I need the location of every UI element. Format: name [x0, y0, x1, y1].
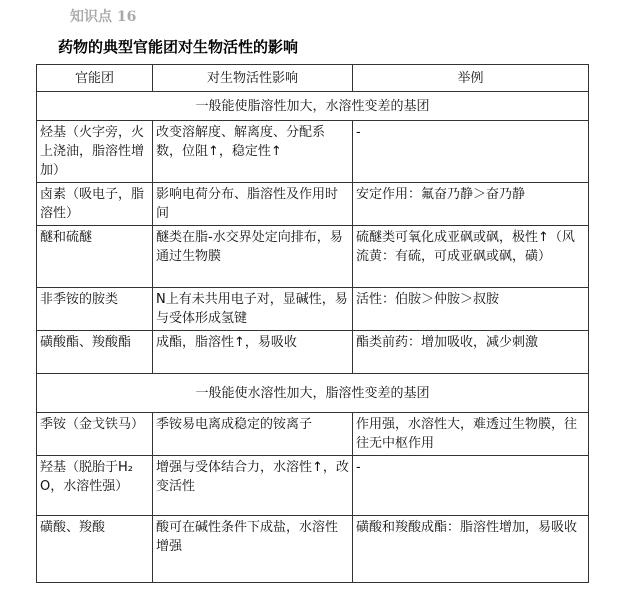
table-row	[37, 226, 589, 288]
cell-example: -	[353, 121, 589, 183]
header-example: 举例	[353, 65, 589, 92]
cell-example: 作用强，水溶性大，难透过生物膜，往往无中枢作用	[353, 413, 589, 456]
header-biological-effect: 对生物活性影响	[153, 65, 353, 92]
cell-group: 卤素（吸电子，脂溶性）	[37, 183, 153, 226]
section-label: 一般能使脂溶性加大，水溶性变差的基团	[37, 92, 589, 121]
cell-effect: 醚类在脂-水交界处定向排布，易通过生物膜	[153, 226, 353, 288]
cell-group: 醚和硫醚	[37, 226, 153, 288]
cell-example: 活性：伯胺＞仲胺＞叔胺	[353, 288, 589, 331]
cell-effect: N上有未共用电子对，显碱性，易与受体形成氢键	[153, 288, 353, 331]
cell-example: 安定作用：氟奋乃静＞奋乃静	[353, 183, 589, 226]
cell-group: 磺酸、羧酸	[37, 516, 153, 583]
cell-effect: 改变溶解度、解离度、分配系数，位阻↑，稳定性↑	[153, 121, 353, 183]
cell-group: 烃基（火字旁，火上浇油，脂溶性增加）	[37, 121, 153, 183]
cell-effect: 影响电荷分布、脂溶性及作用时间	[153, 183, 353, 226]
table-row	[37, 331, 589, 374]
table-row	[37, 413, 589, 456]
cell-group: 羟基（脱胎于H₂O，水溶性强）	[37, 456, 153, 516]
section-label: 一般能使水溶性加大，脂溶性变差的基团	[37, 374, 589, 413]
cell-example: -	[353, 456, 589, 516]
cell-effect: 季铵易电离成稳定的铵离子	[153, 413, 353, 456]
cell-example: 硫醚类可氧化成亚砜或砜，极性↑（风流黄：有硫，可成亚砜或砜，磺）	[353, 226, 589, 288]
cell-group: 磺酸酯、羧酸酯	[37, 331, 153, 374]
table-row	[37, 183, 589, 226]
table-row	[37, 516, 589, 583]
cell-example: 酯类前药：增加吸收，减少刺激	[353, 331, 589, 374]
table-row	[37, 288, 589, 331]
table-row	[37, 456, 589, 516]
cell-example: 磺酸和羧酸成酯：脂溶性增加，易吸收	[353, 516, 589, 583]
header-functional-group: 官能团	[37, 65, 153, 92]
functional-group-table	[36, 64, 589, 583]
cell-group: 季铵（金戈铁马）	[37, 413, 153, 456]
table-row	[37, 121, 589, 183]
page-title: 药物的典型官能团对生物活性的影响	[58, 38, 299, 56]
section-row-hydrophilic	[37, 374, 589, 413]
cell-group: 非季铵的胺类	[37, 288, 153, 331]
cell-effect: 酸可在碱性条件下成盐，水溶性增强	[153, 516, 353, 583]
cell-effect: 增强与受体结合力，水溶性↑，改变活性	[153, 456, 353, 516]
table-header-row	[37, 65, 589, 92]
knowledge-point-label: 知识点 16	[70, 9, 137, 25]
section-row-lipophilic	[37, 92, 589, 121]
cell-effect: 成酯，脂溶性↑，易吸收	[153, 331, 353, 374]
